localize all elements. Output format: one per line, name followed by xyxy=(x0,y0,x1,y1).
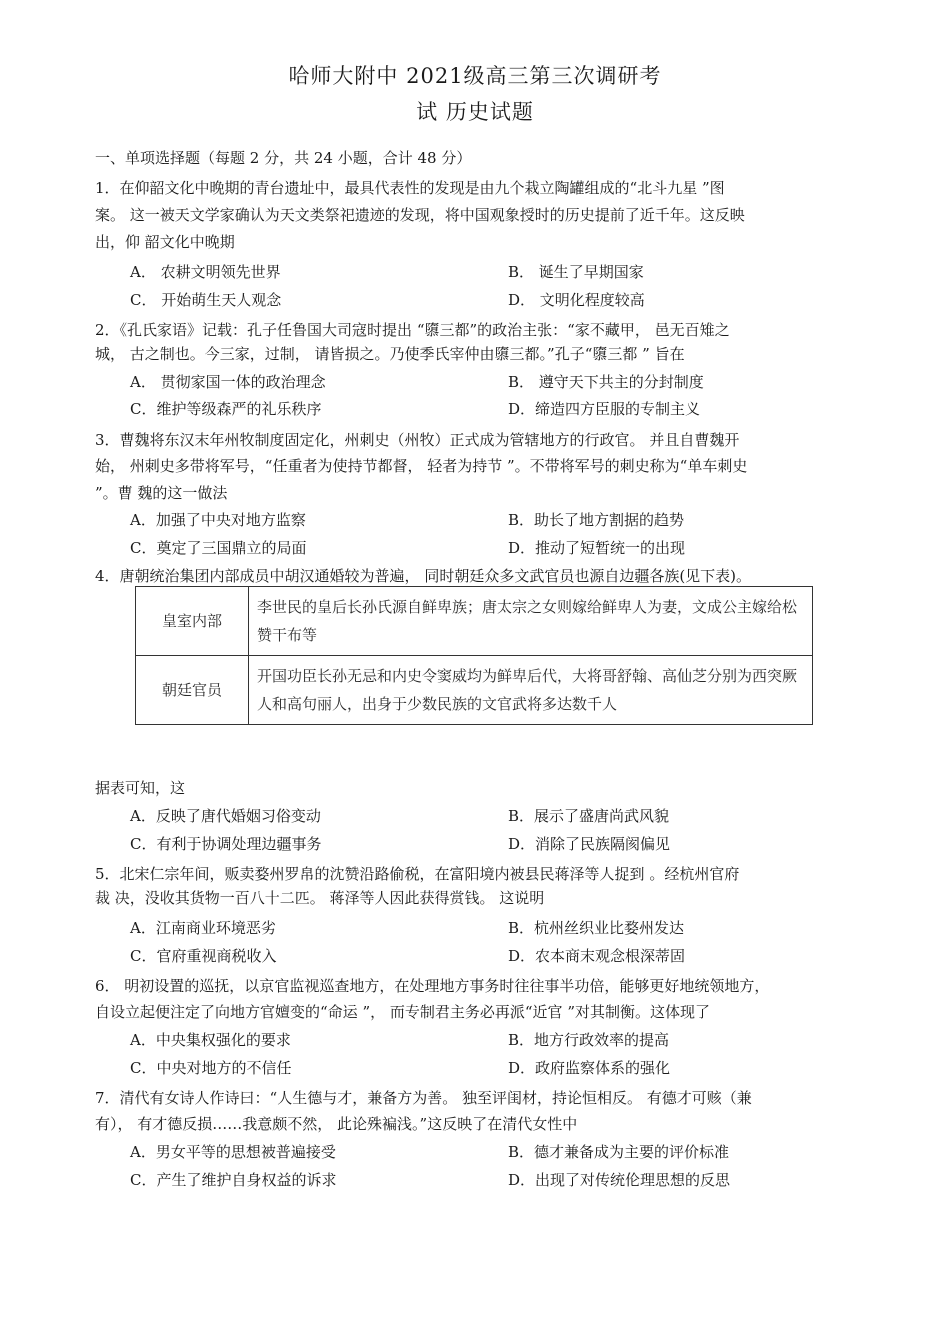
exam-title-line-2: 试 历史试题 xyxy=(416,100,534,124)
q2-stem-line: 2．《孔氏家语》记载：孔子任鲁国大司寇时提出 “隳三都”的政治主张：“家不藏甲， 邑无百雉之 xyxy=(95,321,730,339)
table-row-header: 皇室内部 xyxy=(136,587,249,656)
q1-stem-line: 案。 这一被天文学家确认为天文类祭祀遗迹的发现，将中国观象授时的历史提前了近千年。这反映 xyxy=(95,206,745,224)
table-row-text: 李世民的皇后长孙氏源自鲜卑族；唐太宗之女则嫁给鲜卑人为妻，文成公主嫁给松赞干布等 xyxy=(249,587,813,656)
q5-stem-line: 5．北宋仁宗年间，贩卖婺州罗帛的沈赞沿路偷税，在富阳境内被县民蒋泽等人捉到 。经杭州官府 xyxy=(95,865,740,883)
q1-option-b: B． 诞生了早期国家 xyxy=(508,263,644,281)
exam-title-line-1: 哈师大附中 2021级高三第三次调研考 xyxy=(288,64,662,88)
q7-option-b: B．德才兼备成为主要的评价标准 xyxy=(508,1143,730,1161)
q4-stem-line: 4．唐朝统治集团内部成员中胡汉通婚较为普遍， 同时朝廷众多文武官员也源自边疆各族(见下表)。 xyxy=(95,567,752,585)
q3-option-a: A．加强了中央对地方监察 xyxy=(130,511,306,529)
q3-stem-line: 始， 州刺史多带将军号，“任重者为使持节都督， 轻者为持节 ”。不带将军号的刺史称为“单车刺史 xyxy=(95,457,748,475)
q4-option-b: B．展示了盛唐尚武风貌 xyxy=(508,807,670,825)
q1-option-a: A． 农耕文明领先世界 xyxy=(130,263,281,281)
q6-option-d: D．政府监察体系的强化 xyxy=(508,1059,671,1077)
q1-stem-line: 出，仰 韶文化中晚期 xyxy=(95,233,235,251)
q4-option-c: C．有利于协调处理边疆事务 xyxy=(130,835,322,853)
q4-option-d: D．消除了民族隔阂偏见 xyxy=(508,835,671,853)
q3-stem-line: 3．曹魏将东汉末年州牧制度固定化，州刺史（州牧）正式成为管辖地方的行政官。 并且自曹魏开 xyxy=(95,431,740,449)
q4-option-a: A．反映了唐代婚姻习俗变动 xyxy=(130,807,321,825)
q2-option-b: B． 遵守天下共主的分封制度 xyxy=(508,373,704,391)
q6-stem-line: 6． 明初设置的巡抚，以京官监视巡查地方，在处理地方事务时往往事半功倍，能够更好地统领地方， xyxy=(95,977,770,995)
q5-option-c: C．官府重视商税收入 xyxy=(130,947,277,965)
q1-stem-line: 1．在仰韶文化中晚期的青台遗址中，最具代表性的发现是由九个栽立陶罐组成的“北斗九星 ”图 xyxy=(95,179,725,197)
q4-lead-line: 据表可知，这 xyxy=(95,779,186,797)
q7-option-a: A．男女平等的思想被普遍接受 xyxy=(130,1143,336,1161)
table-row xyxy=(136,587,813,656)
q5-stem-line: 裁 决，没收其货物一百八十二匹。 蒋泽等人因此获得赏钱。 这说明 xyxy=(95,889,545,907)
table-row-header: 朝廷官员 xyxy=(136,656,249,725)
q6-option-c: C．中央对地方的不信任 xyxy=(130,1059,292,1077)
q4-data-table xyxy=(135,586,813,725)
q7-stem-line: 7．清代有女诗人作诗曰：“人生德与才，兼备方为善。 独至评闺材，持论恒相反。 有德才可赅（兼 xyxy=(95,1089,752,1107)
q5-option-d: D．农本商末观念根深蒂固 xyxy=(508,947,686,965)
q1-option-c: C． 开始萌生天人观念 xyxy=(130,291,282,309)
q7-option-c: C．产生了维护自身权益的诉求 xyxy=(130,1171,337,1189)
q3-stem-line: ”。曹 魏的这一做法 xyxy=(95,484,228,502)
q2-stem-line: 城， 古之制也。今三家，过制， 请皆损之。乃使季氏宰仲由隳三都。”孔子“隳三都 ” 旨在 xyxy=(95,345,685,363)
q1-option-d: D． 文明化程度较高 xyxy=(508,291,645,309)
q3-option-d: D．推动了短暂统一的出现 xyxy=(508,539,686,557)
q2-option-c: C．维护等级森严的礼乐秩序 xyxy=(130,400,322,418)
q3-option-b: B．助长了地方割据的趋势 xyxy=(508,511,685,529)
q3-option-c: C．奠定了三国鼎立的局面 xyxy=(130,539,307,557)
table-row xyxy=(136,656,813,725)
q7-stem-line: 有）， 有才德反损……我意颇不然， 此论殊褊浅。”这反映了在清代女性中 xyxy=(95,1115,578,1133)
q2-option-d: D．缔造四方臣服的专制主义 xyxy=(508,400,701,418)
section-heading: 一、单项选择题（每题 2 分，共 24 小题，合计 48 分） xyxy=(95,149,472,167)
q5-option-a: A．江南商业环境恶劣 xyxy=(130,919,276,937)
q2-option-a: A． 贯彻家国一体的政治理念 xyxy=(130,373,326,391)
table-row-text: 开国功臣长孙无忌和内史令窦威均为鲜卑后代，大将哥舒翰、高仙芝分别为西突厥人和高句丽人，出身于少数民族的文官武将多达数千人 xyxy=(249,656,813,725)
q6-option-b: B．地方行政效率的提高 xyxy=(508,1031,670,1049)
q5-option-b: B．杭州丝织业比婺州发达 xyxy=(508,919,685,937)
q7-option-d: D．出现了对传统伦理思想的反思 xyxy=(508,1171,731,1189)
q6-option-a: A．中央集权强化的要求 xyxy=(130,1031,291,1049)
q6-stem-line: 自设立起便注定了向地方官嬗变的“命运 ”， 而专制君主务必再派“近官 ”对其制衡。这体现了 xyxy=(95,1003,710,1021)
